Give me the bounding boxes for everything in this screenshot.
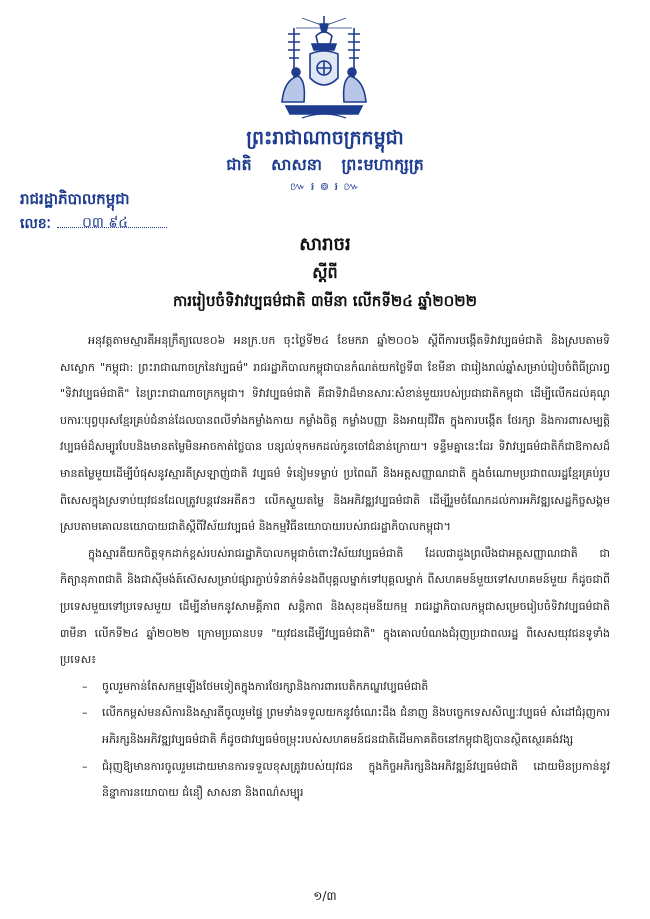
reference-value: ០៣ ៩៤	[82, 215, 129, 231]
body-paragraph: អនុវត្តតាមស្មារតីអនុក្រឹត្យលេខ០៦ អនក្រ.បក ចុះថ្ងៃទី២៤ ខែមករា ឆ្នាំ២០០៦ ស្តីពីការបង្កើតទិវាវប្បធម៌ជាតិ និងស្របតាមទិសស្លោក "កម្ពុជា: ព្រះរាជាណាចក្រនៃវប្បធម៌" រាជរដ្ឋាភិបាលកម្ពុជាបានកំណត់យកថ្ងៃទី៣ ខែមីនា ជារៀងរាល់ឆ្នាំសម្រាប់រៀបចំពិធីប្រារព្ធ "ទិវាវប្បធម៌ជាតិ" នៃព្រះរាជាណាចក្រកម្ពុជា។ ទិវាវប្បធម៌ជាតិ គឺជាទិវាដ៏មានសារៈសំខាន់មួយរបស់ប្រជាជាតិកម្ពុជា ដើម្បីលើកដល់គុណូបការៈបុព្វបុរសខ្មែរគ្រប់ជំនាន់ដែលបានពលីទាំងកម្លាំងកាយ កម្លាំងចិត្ត កម្លាំងបញ្ញា និងអាយុជីវិត ក្នុងការបង្កើត ថែរក្សា និងការពារសម្បត្តិវប្បធម៌ដ៏សម្បូរបែបនិងមានតម្លៃមិនអាចកាត់ថ្លៃបាន បន្សល់ទុកមកដល់កូនចៅជំនាន់ក្រោយ។ ទន្ទឹមគ្នានេះដែរ ទិវាវប្បធម៌ជាតិក៏ជាឱកាសដ៏មានតម្លៃមួយដើម្បីបំផុសនូវស្មារតីស្រឡាញ់ជាតិ វប្បធម៌ ទំនៀមទម្លាប់ ប្រពៃណី និងអត្តសញ្ញាណជាតិ ក្នុងចំណោមប្រជាពលរដ្ឋខ្មែរគ្រប់រូប ពិសេសក្នុងស្រទាប់យុវជនដែលត្រូវបន្តវេនអតីតៗ លើកស្ទួយតម្លៃ និងអភិវឌ្ឍវប្បធម៌ជាតិ ដើម្បីរួមចំណែកដល់ការអភិវឌ្ឍសេដ្ឋកិច្ចសង្គមស្របតាមគោលនយោបាយជាតិស្តីពីវិស័យវប្បធម៌ និងកម្មវិធីនយោបាយរបស់រាជរដ្ឋាភិបាលកម្ពុជា។	[60, 334, 610, 534]
national-motto: ជាតិ សាសនា ព្រះមហាក្សត្រ	[226, 155, 424, 174]
government-name: រាជរដ្ឋាភិបាលកម្ពុជា	[20, 190, 130, 208]
list-item: – លើកកម្ពស់មនសិការនិងស្មារតីចូលរួមផ្ទៃ ព្រមទាំងទទួលយកនូវចំណេះដឹង ជំនាញ និងបច្ចេកទេសសិល្បៈវប្បធម៌ សំដៅជំរុញការអភិរក្សនិងអភិវឌ្ឍវប្បធម៌ជាតិ ក៏ដូចជាវប្បធម៌ចម្រុះរបស់សហគមន៍ជនជាតិដើមភាគតិចនៅកម្ពុជាឱ្យបានស្ថិតស្ថេរគង់វង្ស	[60, 700, 610, 753]
royal-emblem-icon	[272, 14, 376, 122]
document-subject: ការរៀបចំទិវាវប្បធម៌ជាតិ ៣មីនា លើកទី២៤ ឆ្នាំ២០២២	[172, 292, 478, 310]
reference-label: លេខៈ	[20, 216, 51, 232]
list-item: – ជំរុញឱ្យមានការចូលរួមដោយមានការទទួលខុសត្រូវរបស់យុវជន ក្នុងកិច្ចអភិរក្សនិងអភិវឌ្ឍន៍វប្បធម៌ជាតិ ដោយមិនប្រកាន់នូវនិន្នាការនយោបាយ ជំនឿ សាសនា និងពណ៌សម្បុរ	[60, 754, 610, 807]
document-type-title: សារាចរ	[299, 234, 351, 255]
motto-ornament: ៚ ៛ ៙ ៛ ៚	[289, 180, 361, 193]
objectives-list	[60, 674, 610, 807]
list-item: – ចូលរួមកាន់តែសកម្មឡើងថែមទៀតក្នុងការថែរក្សានិងការពារបេតិកភណ្ឌវប្បធម៌ជាតិ	[60, 674, 610, 701]
kingdom-title: ព្រះរាជាណាចក្រកម្ពុជា	[246, 127, 404, 149]
body-paragraph: ក្នុងស្មារតីយកចិត្តទុកដាក់ខ្ពស់របស់រាជរដ្ឋាភិបាលកម្ពុជាចំពោះវិស័យវប្បធម៌ជាតិ ដែលជាដួងព្រលឹងជាអត្តសញ្ញាណជាតិ ជាកិត្យានុភាពជាតិ និងជាស៊ីមង់ត៍ស៊េសសម្រាប់ផ្សារភ្ជាប់ទំនាក់ទំនងពីបុគ្គលម្នាក់ទៅបុគ្គលម្នាក់ ពីសហគមន៍មួយទៅសហគមន៍មួយ ក៏ដូចជាពីប្រទេសមួយទៅប្រទេសមួយ ដើម្បីនាំមកនូវសាមគ្គីភាព សន្តិភាព និងសុខដុមនីយកម្ម រាជរដ្ឋាភិបាលកម្ពុជាសម្រេចរៀបចំទិវាវប្បធម៌ជាតិ ៣មីនា លើកទី២៤ ឆ្នាំ២០២២ ក្រោមប្រធានបទ "យុវជនដើម្បីវប្បធម៌ជាតិ" ក្នុងគោលបំណងជំរុញប្រជាពលរដ្ឋ ពិសេសយុវជនទូទាំងប្រទេស៖	[60, 546, 610, 667]
document-body	[60, 328, 610, 807]
page-number: ១/៣	[313, 889, 337, 903]
document-subject-label: ស្តីពី	[312, 263, 338, 282]
